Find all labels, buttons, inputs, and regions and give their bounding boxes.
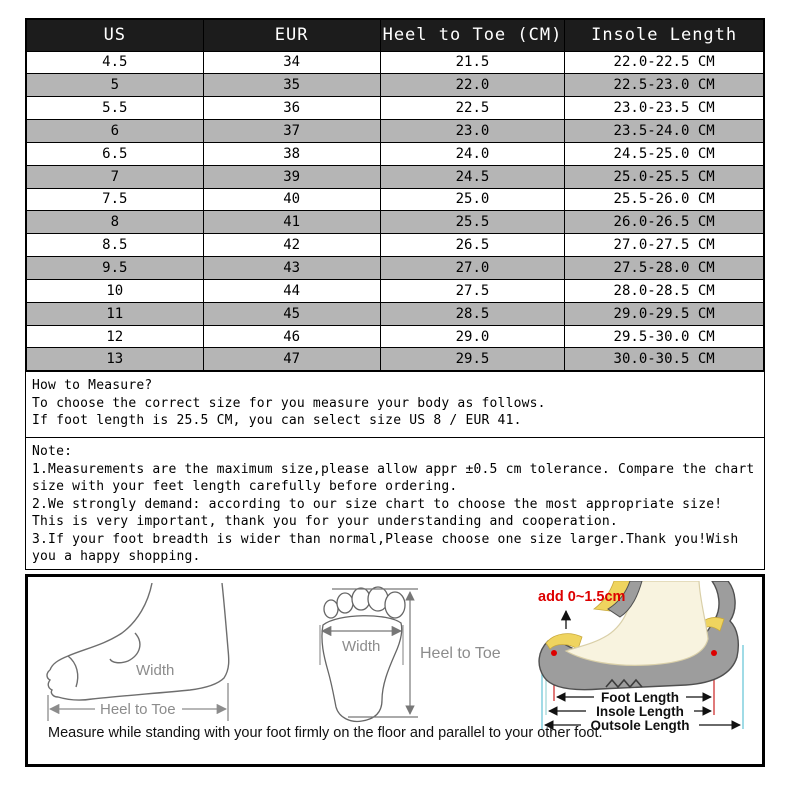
size-cell: 9.5 (26, 257, 203, 280)
table-row (26, 97, 764, 120)
size-cell: 39 (203, 165, 380, 188)
size-cell: 36 (203, 97, 380, 120)
size-cell: 22.5-23.0 CM (565, 74, 764, 97)
size-cell: 24.5 (380, 165, 565, 188)
table-row (26, 120, 764, 143)
size-table-body (26, 51, 764, 371)
size-cell: 11 (26, 302, 203, 325)
size-cell: 26.0-26.5 CM (565, 211, 764, 234)
table-row (26, 325, 764, 348)
heel-marker-dot (711, 650, 717, 656)
size-cell: 46 (203, 325, 380, 348)
size-cell: 26.5 (380, 234, 565, 257)
footprint-diagram (318, 585, 518, 725)
size-cell: 29.5 (380, 348, 565, 371)
table-row (26, 279, 764, 302)
side-foot-outline (47, 583, 229, 700)
size-cell: 29.5-30.0 CM (565, 325, 764, 348)
size-cell: 5.5 (26, 97, 203, 120)
note-item-1: 1.Measurements are the maximum size,please allow appr ±0.5 cm tolerance. Compare the chart size with your feet length carefully before ordering. (32, 461, 755, 494)
how-to-measure-title: How to Measure? (32, 378, 153, 393)
toe-marker-dot (551, 650, 557, 656)
size-cell: 25.0 (380, 188, 565, 211)
size-cell: 22.0 (380, 74, 565, 97)
size-cell: 23.0-23.5 CM (565, 97, 764, 120)
size-cell: 28.5 (380, 302, 565, 325)
size-cell: 38 (203, 142, 380, 165)
size-cell: 13 (26, 348, 203, 371)
size-cell: 25.5 (380, 211, 565, 234)
size-cell: 22.0-22.5 CM (565, 51, 764, 74)
side-foot-diagram (40, 583, 255, 725)
note-item-2: 2.We strongly demand: according to our size chart to choose the most appropriate size! This is very important, thank you for your understanding and cooperation. (32, 496, 723, 529)
table-header-row (26, 19, 764, 51)
col-header-insole: Insole Length (565, 19, 764, 51)
size-cell: 45 (203, 302, 380, 325)
size-cell: 22.5 (380, 97, 565, 120)
table-row (26, 211, 764, 234)
outsole-length-label: Outsole Length (590, 718, 690, 733)
how-to-measure-line2: If foot length is 25.5 CM, you can select size US 8 / EUR 41. (32, 413, 522, 428)
table-row (26, 188, 764, 211)
size-cell: 5 (26, 74, 203, 97)
size-table (25, 18, 765, 372)
insole-length-label: Insole Length (596, 704, 684, 719)
table-row (26, 302, 764, 325)
size-cell: 34 (203, 51, 380, 74)
footprint-width-label: Width (342, 638, 381, 655)
note-item-3: 3.If your foot breadth is wider than normal,Please choose one size larger.Thank you!Wish you a happy shopping. (32, 531, 739, 564)
size-cell: 27.5-28.0 CM (565, 257, 764, 280)
how-to-measure-section (25, 372, 765, 438)
size-cell: 35 (203, 74, 380, 97)
table-row (26, 257, 764, 280)
size-cell: 8.5 (26, 234, 203, 257)
size-cell: 41 (203, 211, 380, 234)
size-cell: 27.0 (380, 257, 565, 280)
measurement-diagrams (25, 574, 765, 767)
size-cell: 28.0-28.5 CM (565, 279, 764, 302)
size-cell: 6 (26, 120, 203, 143)
table-row (26, 165, 764, 188)
size-cell: 6.5 (26, 142, 203, 165)
shoe-cross-section-diagram (536, 581, 764, 733)
size-cell: 27.5 (380, 279, 565, 302)
add-tolerance-label: add 0~1.5cm (538, 589, 626, 605)
size-cell: 40 (203, 188, 380, 211)
size-cell: 24.5-25.0 CM (565, 142, 764, 165)
size-cell: 21.5 (380, 51, 565, 74)
foot-length-label: Foot Length (601, 690, 679, 705)
size-cell: 37 (203, 120, 380, 143)
size-cell: 23.5-24.0 CM (565, 120, 764, 143)
side-heel-toe-label: Heel to Toe (100, 701, 176, 718)
note-section (25, 438, 765, 570)
footprint-heel-toe-label: Heel to Toe (420, 645, 501, 662)
table-row (26, 142, 764, 165)
table-row (26, 51, 764, 74)
size-cell: 25.0-25.5 CM (565, 165, 764, 188)
size-cell: 29.0 (380, 325, 565, 348)
size-cell: 12 (26, 325, 203, 348)
size-cell: 10 (26, 279, 203, 302)
measure-caption: Measure while standing with your foot firmly on the floor and parallel to your other foot. (48, 725, 603, 741)
table-row (26, 348, 764, 371)
size-cell: 43 (203, 257, 380, 280)
size-cell: 24.0 (380, 142, 565, 165)
size-cell: 47 (203, 348, 380, 371)
note-title: Note: (32, 444, 73, 459)
side-width-label: Width (136, 662, 175, 679)
size-cell: 23.0 (380, 120, 565, 143)
how-to-measure-line1: To choose the correct size for you measure your body as follows. (32, 395, 546, 411)
size-cell: 30.0-30.5 CM (565, 348, 764, 371)
size-cell: 8 (26, 211, 203, 234)
table-row (26, 234, 764, 257)
col-header-eur: EUR (203, 19, 380, 51)
size-cell: 42 (203, 234, 380, 257)
size-cell: 44 (203, 279, 380, 302)
col-header-us: US (26, 19, 203, 51)
size-cell: 25.5-26.0 CM (565, 188, 764, 211)
col-header-heel: Heel to Toe (CM) (380, 19, 565, 51)
size-cell: 29.0-29.5 CM (565, 302, 764, 325)
size-cell: 7 (26, 165, 203, 188)
size-cell: 27.0-27.5 CM (565, 234, 764, 257)
size-cell: 7.5 (26, 188, 203, 211)
size-cell: 4.5 (26, 51, 203, 74)
table-row (26, 74, 764, 97)
size-chart-content (25, 18, 765, 767)
